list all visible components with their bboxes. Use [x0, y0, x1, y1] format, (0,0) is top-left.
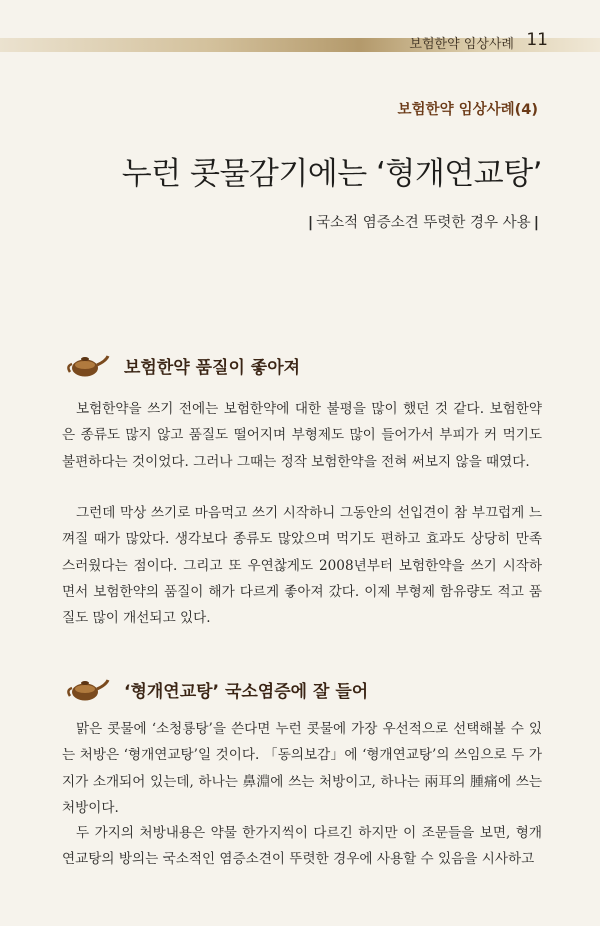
subtitle-bar-left: | [307, 215, 314, 231]
paragraph [62, 820, 542, 873]
section-heading-text: 보험한약 품질이 좋아져 [124, 357, 301, 378]
paragraph-text: 맑은 콧물에 ‘소청룡탕’을 쓴다면 누런 콧물에 가장 우선적으로 선택해볼 수 있는 처방은 ‘형개연교탕’일 것이다. 「동의보감」에 ‘형개연교탕’의 쓰임으로 두 가지가 소개되어 있는데, 하나는 鼻淵에 쓰는 처방이고, 하나는 兩耳의 腫痛에 쓰는 처방이다. [62, 721, 542, 816]
section-heading-2 [64, 676, 368, 702]
subtitle-text: 국소적 염증소견 뚜렷한 경우 사용 [316, 215, 531, 231]
paragraph [62, 716, 542, 821]
subtitle-bar-right: | [533, 215, 539, 231]
page-number: 11 [526, 30, 548, 50]
section-heading-text: ‘형개연교탕’ 국소염증에 잘 들어 [124, 681, 369, 702]
paragraph [62, 500, 542, 631]
teapot-icon [64, 352, 110, 378]
paragraph-text: 두 가지의 처방내용은 약물 한가지씩이 다르긴 하지만 이 조문들을 보면, 형개연교탕의 방의는 국소적인 염증소견이 뚜렷한 경우에 사용할 수 있음을 시사하고 [62, 825, 542, 868]
series-tag: 보험한약 임상사례(4) [397, 102, 538, 118]
teapot-icon [64, 676, 110, 702]
running-header-title: 보험한약 임상사례 [409, 37, 514, 52]
article-subtitle [305, 211, 542, 232]
paragraph-text: 그런데 막상 쓰기로 마음먹고 쓰기 시작하니 그동안의 선입견이 참 부끄럽게 느껴질 때가 많았다. 생각보다 종류도 많았으며 먹기도 편하고 효과도 상당히 만족스러웠다는 점이다. 그리고 또 우연찮게도 2008년부터 보험한약을 쓰기 시작하면서 보험한약의 품질이 해가 다르게 좋아져 갔다. 이제 부형제 함유량도 적고 품질도 많이 개선되고 있다. [62, 505, 542, 627]
section-heading-1 [64, 352, 300, 378]
article-title: 누런 콧물감기에는 ‘형개연교탕’ [121, 156, 542, 192]
paragraph [62, 396, 542, 475]
paragraph-text: 보험한약을 쓰기 전에는 보험한약에 대한 불평을 많이 했던 것 같다. 보험한약은 종류도 많지 않고 품질도 떨어지며 부형제도 많이 들어가서 부피가 커 먹기도 불편하다는 것이었다. 그러나 그때는 정작 보험한약을 전혀 써보지 않을 때였다. [62, 401, 542, 470]
